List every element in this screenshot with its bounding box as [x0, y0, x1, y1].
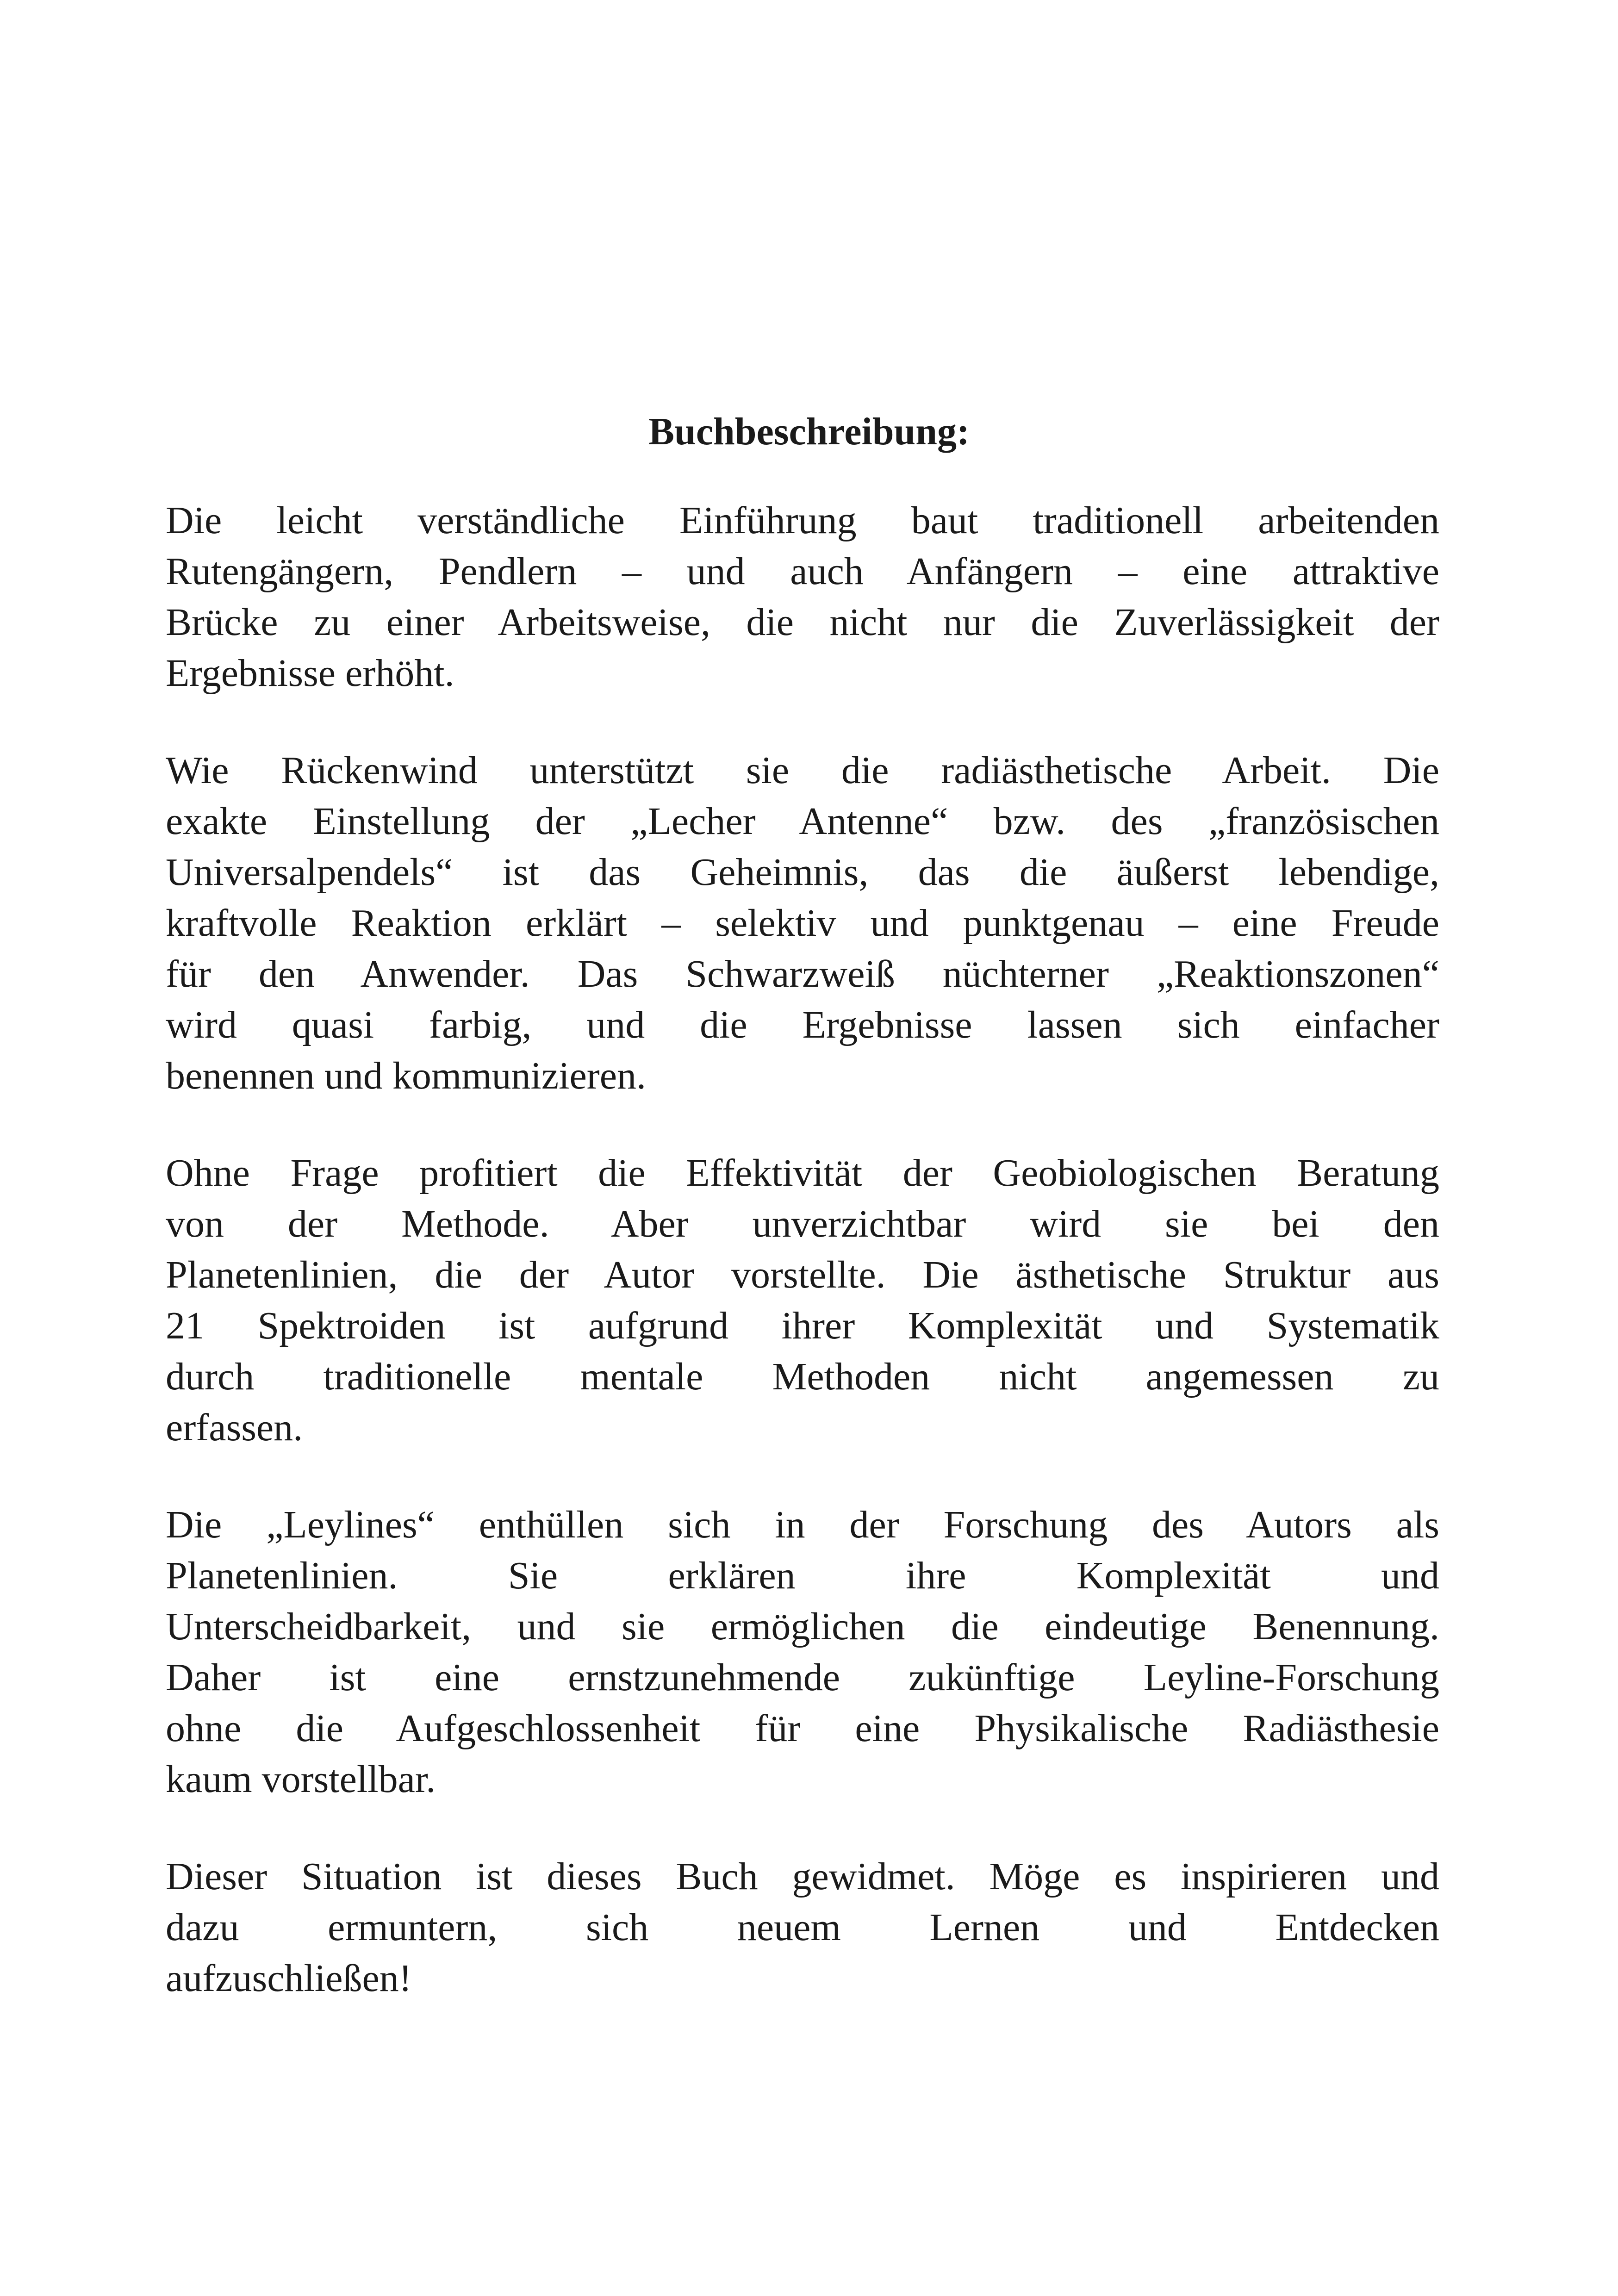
text-line: wird quasi farbig, und die Ergebnisse lassen sich einfacher	[166, 1003, 1439, 1046]
text-line: Ohne Frage profitiert die Effektivität der Geobiologischen Beratung	[166, 1151, 1439, 1195]
text-line: Planetenlinien, die der Autor vorstellte. Die ästhetische Struktur aus	[166, 1253, 1439, 1296]
text-line: Die leicht verständliche Einführung baut traditionell arbeitenden	[166, 499, 1439, 542]
text-line: erfassen.	[166, 1406, 303, 1449]
text-line: Wie Rückenwind unterstützt sie die radiästhetische Arbeit. Die	[166, 749, 1439, 792]
text-line: aufzuschließen!	[166, 1957, 412, 2000]
page-title: Buchbeschreibung:	[648, 410, 970, 453]
text-line: kraftvolle Reaktion erklärt – selektiv und punktgenau – eine Freude	[166, 902, 1439, 945]
text-line: Ergebnisse erhöht.	[166, 652, 454, 695]
text-line: ohne die Aufgeschlossenheit für eine Physikalische Radiästhesie	[166, 1707, 1439, 1750]
text-line: Dieser Situation ist dieses Buch gewidmet. Möge es inspirieren und	[166, 1855, 1439, 1898]
text-line: Universalpendels“ ist das Geheimnis, das die äußerst lebendige,	[166, 851, 1439, 894]
description-body	[166, 495, 1439, 2050]
text-line: durch traditionelle mentale Methoden nicht angemessen zu	[166, 1355, 1439, 1398]
text-line: 21 Spektroiden ist aufgrund ihrer Komplexität und Systematik	[166, 1304, 1439, 1347]
paragraph	[166, 1500, 1439, 1805]
text-line: Daher ist eine ernstzunehmende zukünftige Leyline-Forschung	[166, 1656, 1439, 1699]
text-line: Unterscheidbarkeit, und sie ermöglichen die eindeutige Benennung.	[166, 1605, 1439, 1648]
text-line: Brücke zu einer Arbeitsweise, die nicht nur die Zuverlässigkeit der	[166, 601, 1439, 644]
text-line: exakte Einstellung der „Lecher Antenne“ bzw. des „französischen	[166, 800, 1439, 843]
paragraph	[166, 745, 1439, 1101]
paragraph	[166, 495, 1439, 699]
text-line: dazu ermuntern, sich neuem Lernen und Entdecken	[166, 1906, 1439, 1949]
text-line: kaum vorstellbar.	[166, 1758, 436, 1801]
paragraph	[166, 1148, 1439, 1453]
text-line: Die „Leylines“ enthüllen sich in der Forschung des Autors als	[166, 1503, 1439, 1546]
text-line: für den Anwender. Das Schwarzweiß nüchterner „Reaktionszonen“	[166, 952, 1439, 996]
paragraph	[166, 1851, 1439, 2004]
text-line: Rutengängern, Pendlern – und auch Anfängern – eine attraktive	[166, 550, 1439, 593]
text-line: benennen und kommunizieren.	[166, 1054, 647, 1097]
text-line: von der Methode. Aber unverzichtbar wird sie bei den	[166, 1202, 1439, 1245]
text-line: Planetenlinien. Sie erklären ihre Komplexität und	[166, 1554, 1439, 1597]
